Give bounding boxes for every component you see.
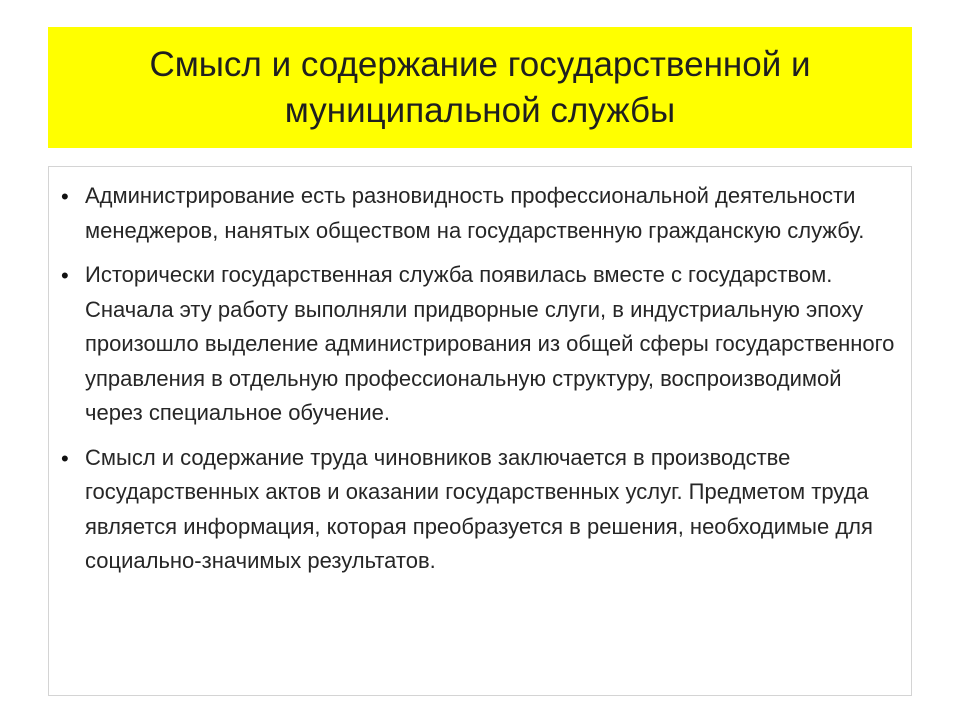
slide-title: Смысл и содержание государственной и муниципальной службы bbox=[149, 44, 811, 130]
slide-title-bar bbox=[48, 27, 912, 148]
bullet-text: Смысл и содержание труда чиновников заключается в производстве государственных актов и оказании государственных услуг. Предметом труда является информация, которая преобразуется в решения, необходимые для социально-значимых результатов. bbox=[85, 444, 873, 573]
bullet-item bbox=[59, 441, 899, 579]
bullet-list bbox=[59, 179, 899, 589]
bullet-item bbox=[59, 179, 899, 248]
bullet-icon: • bbox=[61, 184, 69, 209]
bullet-text: Исторически государственная служба появилась вместе с государством. Сначала эту работу выполняли придворные слуги, в индустриальную эпоху произошло выделение администрирования из общей сферы государственного управления в отдельную профессиональную структуру, воспроизводимой через специальное обучение. bbox=[85, 262, 895, 425]
bullet-text: Администрирование есть разновидность профессиональной деятельности менеджеров, нанятых обществом на государственную гражданскую службу. bbox=[85, 183, 865, 243]
bullet-icon: • bbox=[61, 263, 69, 288]
content-box bbox=[48, 166, 912, 696]
bullet-item bbox=[59, 258, 899, 431]
bullet-icon: • bbox=[61, 445, 69, 471]
